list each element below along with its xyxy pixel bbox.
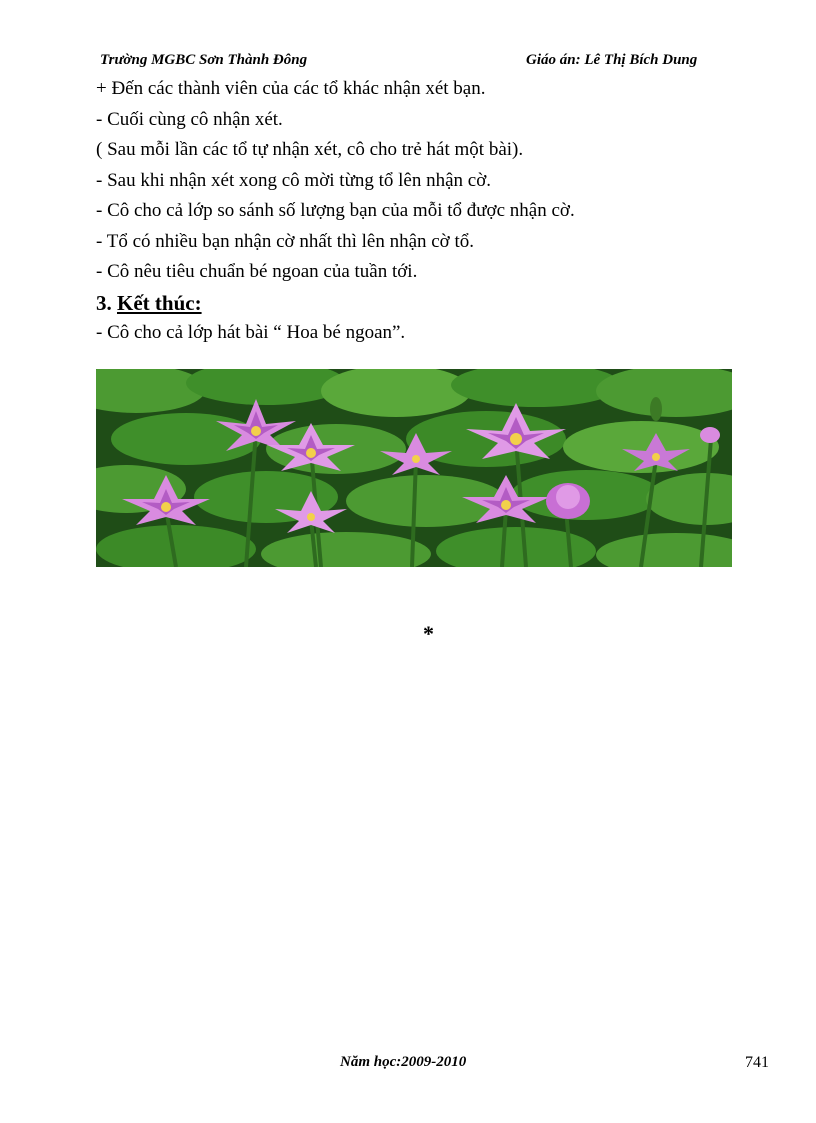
lesson-line: - Cuối cùng cô nhận xét.: [96, 108, 283, 130]
header-teacher: Giáo án: Lê Thị Bích Dung: [526, 52, 698, 68]
section-heading: [96, 288, 746, 318]
flower-bud: [700, 427, 720, 443]
lotus-illustration: [96, 369, 732, 567]
lesson-line: - Cô cho cả lớp so sánh số lượng bạn của mỗi tổ được nhận cờ.: [96, 200, 575, 221]
lesson-line: - Sau khi nhận xét xong cô mời từng tổ lên nhận cờ.: [96, 169, 492, 191]
lesson-line: - Cô nêu tiêu chuẩn bé ngoan của tuần tới.: [96, 261, 418, 282]
flower-bud: [546, 483, 590, 519]
section-number: 3.: [96, 290, 112, 315]
lesson-line: - Tổ có nhiều bạn nhận cờ nhất thì lên nhận cờ tổ.: [96, 230, 475, 252]
flower-bud: [650, 397, 662, 421]
lesson-line: ( Sau mỗi lần các tổ tự nhận xét, cô cho trẻ hát một bài).: [96, 139, 524, 160]
ornament-asterisk: *: [423, 621, 434, 646]
lesson-line: + Đến các thành viên của các tổ khác nhận xét bạn.: [96, 78, 486, 99]
lesson-body: [96, 74, 746, 348]
header-school: Trường MGBC Sơn Thành Đông: [100, 52, 308, 68]
section-title-text: Kết thúc:: [117, 290, 202, 315]
closing-line: - Cô cho cả lớp hát bài “ Hoa bé ngoan”.: [96, 321, 406, 343]
page-number: 741: [745, 1054, 769, 1071]
lotus-photo: [96, 369, 732, 567]
footer-school-year: Năm học:2009-2010: [340, 1054, 467, 1070]
